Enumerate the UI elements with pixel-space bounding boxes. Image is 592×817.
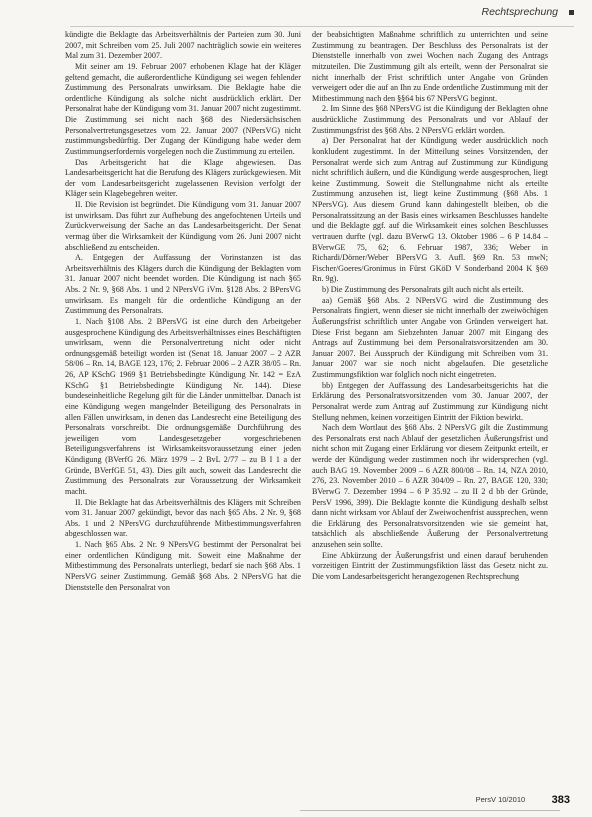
journal-issue: PersV 10/2010 (475, 795, 526, 805)
paragraph: a) Der Personalrat hat der Kündigung weder ausdrücklich noch konkludent zugestimmt. In der Mitteilung seines Vorsitzenden, der Personalrat werde sich zum Antrag auf Zustimmung zur Kündigung nicht schriftlich äußern, und die Kündigung werde ausgesprochen, liegt keine Zustimmung. Soweit die Stellungnahme nicht als erteilte Zustimmung anzusehen ist, liegt keine Zustimmung (§68 Abs. 1 NPersVG). Aus diesem Grund kann dahingestellt bleiben, ob die Personalratssitzung an der Basis eines wirksamen Beschlusses handelte und die Beklagte ggf. auf die Wirksamkeit eines solchen Beschlusses vertrauen durfte (vgl. dazu BVerwG 13. Oktober 1986 – 6 P 14.84 – BVerwGE 75, 62; 6. Februar 1987, 336; Weber in Richardi/Dörner/Weber BPersVG 3. Aufl. §69 Rn. 53 mwN; Fischer/Goeres/Gronimus in Fürst GKöD V Sonderband 2004 K §69 Rn. 9g). (312, 136, 548, 284)
paragraph: bb) Entgegen der Auffassung des Landesarbeitsgerichts hat die Erklärung des Personalratsvorsitzenden vom 30. Januar 2007, der Personalrat werde zum Antrag auf Zustimmung zur Kündigung nicht Stellung nehmen, keinen vorzeitigen Eintritt der Fiktion bewirkt. (312, 380, 548, 422)
left-text-column (65, 30, 301, 593)
paragraph: Das Arbeitsgericht hat die Klage abgewiesen. Das Landesarbeitsgericht hat die Berufung des Klägers zurückgewiesen. Mit der vom Landesarbeitsgericht zugelassenen Revision verfolgt der Kläger sein Klagebegehren weiter. (65, 157, 301, 199)
page-number: 383 (551, 793, 570, 806)
paragraph: 1. Nach §108 Abs. 2 BPersVG ist eine durch den Arbeitgeber ausgesprochene Kündigung des Arbeitsverhältnisses eines Beschäftigten unwirksam, wenn die Personalvertretung nicht oder nicht ordnungsgemäß beteiligt worden ist (Senat 18. Januar 2007 – 2 AZR 58/06 – Rn. 14, BAGE 123, 176; 2. Februar 2006 – 2 AZR 38/05 – Rn. 26, AP KSchG 1969 §1 Betriebsbedingte Kündigung Nr. 142 = EzA KSchG §1 Betriebsbedingte Kündigung Nr. 144). Diese bundeseinheitliche Regelung gilt für die Länder unmittelbar. Danach ist eine Kündigung wegen mangelnder Beteiligung des Personalrats in allen Fällen unwirksam, in denen das Landesrecht eine Beteiligung des Personalrats vorschreibt. Die ordnungsgemäße Durchführung des jeweiligen vom Landesgesetzgeber vorgeschriebenen Beteiligungsverfahrens ist Wirksamkeitsvoraussetzung einer jeden Kündigung (BVerfG 26. März 1979 – 2 BvL 2/77 – zu B I 1 a der Gründe, BVerfGE 51, 43). Dies gilt auch, soweit das Landesrecht die Zustimmung des Personalrats zur Voraussetzung der Wirksamkeit macht. (65, 316, 301, 496)
page-footer (476, 791, 570, 809)
paragraph: 1. Nach §65 Abs. 2 Nr. 9 NPersVG bestimmt der Personalrat bei einer ordentlichen Kündigung mit. Soweit eine Maßnahme der Mitbestimmung des Personalrats unterliegt, bedarf sie nach §68 Abs. 1 NPersVG seiner Zustimmung. Gemäß §68 Abs. 2 NPersVG hat die Dienststelle den Personalrat von (65, 540, 301, 592)
running-header (70, 6, 574, 27)
paragraph: Nach dem Wortlaut des §68 Abs. 2 NPersVG gilt die Zustimmung des Personalrats erst nach Ablauf der gesetzlichen Äußerungsfrist und nicht schon mit Zugang einer Erklärung vor diesem Zeitpunkt erteilt, er werde der Kündigung weder zustimmen noch ihr widersprechen (vgl. auch BAG 19. November 2009 – 6 AZR 800/08 – Rn. 14, NZA 2010, 276, 23. November 2010 – 6 AZR 304/09 – Rn. 27, BAGE 120, 330; BVerwG 7. Dezember 1994 – 6 P 35.92 – zu II 2 d bb der Gründe, PersV 1996, 399). Die Beklagte konnte die Kündigung deshalb selbst dann nicht wirksam vor Ablauf der Zweiwochenfrist aussprechen, wenn die Erklärung des Personalratsvorsitzenden wie sie gemeint hat, tatsächlich als abschließende Äußerung der Personalvertretung anzusehen sein sollte. (312, 423, 548, 549)
paragraph: b) Die Zustimmung des Personalrats gilt auch nicht als erteilt. (322, 285, 524, 294)
paragraph: 2. Im Sinne des §68 NPersVG ist die Kündigung der Beklagten ohne ausdrückliche Zustimmung des Personalrats und vor Ablauf der Zustimmungsfrist des §68 Abs. 2 NPersVG erklärt worden. (312, 104, 548, 135)
paragraph: aa) Gemäß §68 Abs. 2 NPersVG wird die Zustimmung des Personalrats fingiert, wenn dieser sie nicht innerhalb der zweiwöchigen Äußerungsfrist schriftlich unter Angabe von Gründen verweigert hat. Diese Frist begann am Siebzehnten Januar 2007 mit Eingang des Antrags auf Zustimmung bei dem Personalratsvorsitzenden am 30. Januar 2007. Bei Ausspruch der Kündigung mit Schreiben vom 31. Januar 2007 war sie noch nicht abgelaufen. Die gesetzliche Zustimmungsfiktion war folglich noch nicht eingetreten. (312, 295, 548, 379)
footer-rule (300, 810, 560, 811)
paragraph: kündigte die Beklagte das Arbeitsverhältnis der Parteien zum 30. Juni 2007, mit Schreiben vom 25. Juli 2007 nachträglich sowie ein weiteres Mal zum 31. Dezember 2007. (65, 30, 301, 61)
section-title: Rechtsprechung (481, 6, 558, 18)
paragraph: Eine Abkürzung der Äußerungsfrist und einen darauf beruhenden vorzeitigen Eintritt der Zustimmungsfiktion lässt das Gesetz nicht zu. Die vom Landesarbeitsgericht herangezogenen Rechtsprechung (312, 550, 548, 581)
paragraph: II. Die Revision ist begründet. Die Kündigung vom 31. Januar 2007 ist unwirksam. Das führt zur Aufhebung des angefochtenen Urteils und Zurückverweisung der Sache an das Landesarbeitsgericht. Der Senat vermag über die Wirksamkeit der Kündigung vom 26. Juni 2007 nicht abschließend zu entscheiden. (65, 200, 301, 252)
paragraph: A. Entgegen der Auffassung der Vorinstanzen ist das Arbeitsverhältnis des Klägers durch die Kündigung der Beklagten vom 31. Januar 2007 nicht beendet worden. Die Kündigung ist nach §65 Abs. 2 Nr. 9, §68 Abs. 1 und 2 NPersVG iVm. §128 Abs. 2 BPersVG unwirksam. Es mangelt für die ordentliche Kündigung an der Zustimmung des Personalrats. (65, 253, 301, 316)
paragraph: II. Die Beklagte hat das Arbeitsverhältnis des Klägers mit Schreiben vom 31. Januar 2007 gekündigt, bevor das nach §65 Abs. 2 Nr. 9, §68 Abs. 1 und 2 NPersVG durchzuführende Mitbestimmungsverfahren abgeschlossen war. (65, 497, 301, 539)
header-square-icon (569, 10, 574, 15)
right-text-column (312, 30, 548, 583)
paragraph: der beabsichtigten Maßnahme schriftlich zu unterrichten und seine Zustimmung zu beantragen. Der Beschluss des Personalrats ist der Dienststelle innerhalb von zwei Wochen nach Zugang des Antrags mitzuteilen. Die Zustimmung gilt als erteilt, wenn der Personalrat sie nicht innerhalb der Frist schriftlich unter Angabe von Gründen verweigert oder die auf an Ihn zu Ende ordentliche Zustimmung mit der Mitbestimmung nach den §§64 bis 67 NPersVG beginnt. (312, 30, 548, 103)
paragraph: Mit seiner am 19. Februar 2007 erhobenen Klage hat der Kläger geltend gemacht, die außerordentliche Kündigung sei wegen fehlender Zustimmung des Personalrats unwirksam. Die Beklagte habe die ordentliche Kündigung als solche nicht ausdrücklich erklärt. Der Personalrat habe der Kündigung vom 31. Januar 2007 nicht zugestimmt. Die Zustimmung sei nicht nach §68 des Niedersächsischen Personalvertretungsgesetzes vom 22. Januar 2007 (NPersVG) nicht zustimmungsbedürftig. Der Zugang der Kündigung habe weder dem Zustimmungserfordernis vorgelegen noch die Zustimmung zu erteilen. (65, 61, 301, 156)
